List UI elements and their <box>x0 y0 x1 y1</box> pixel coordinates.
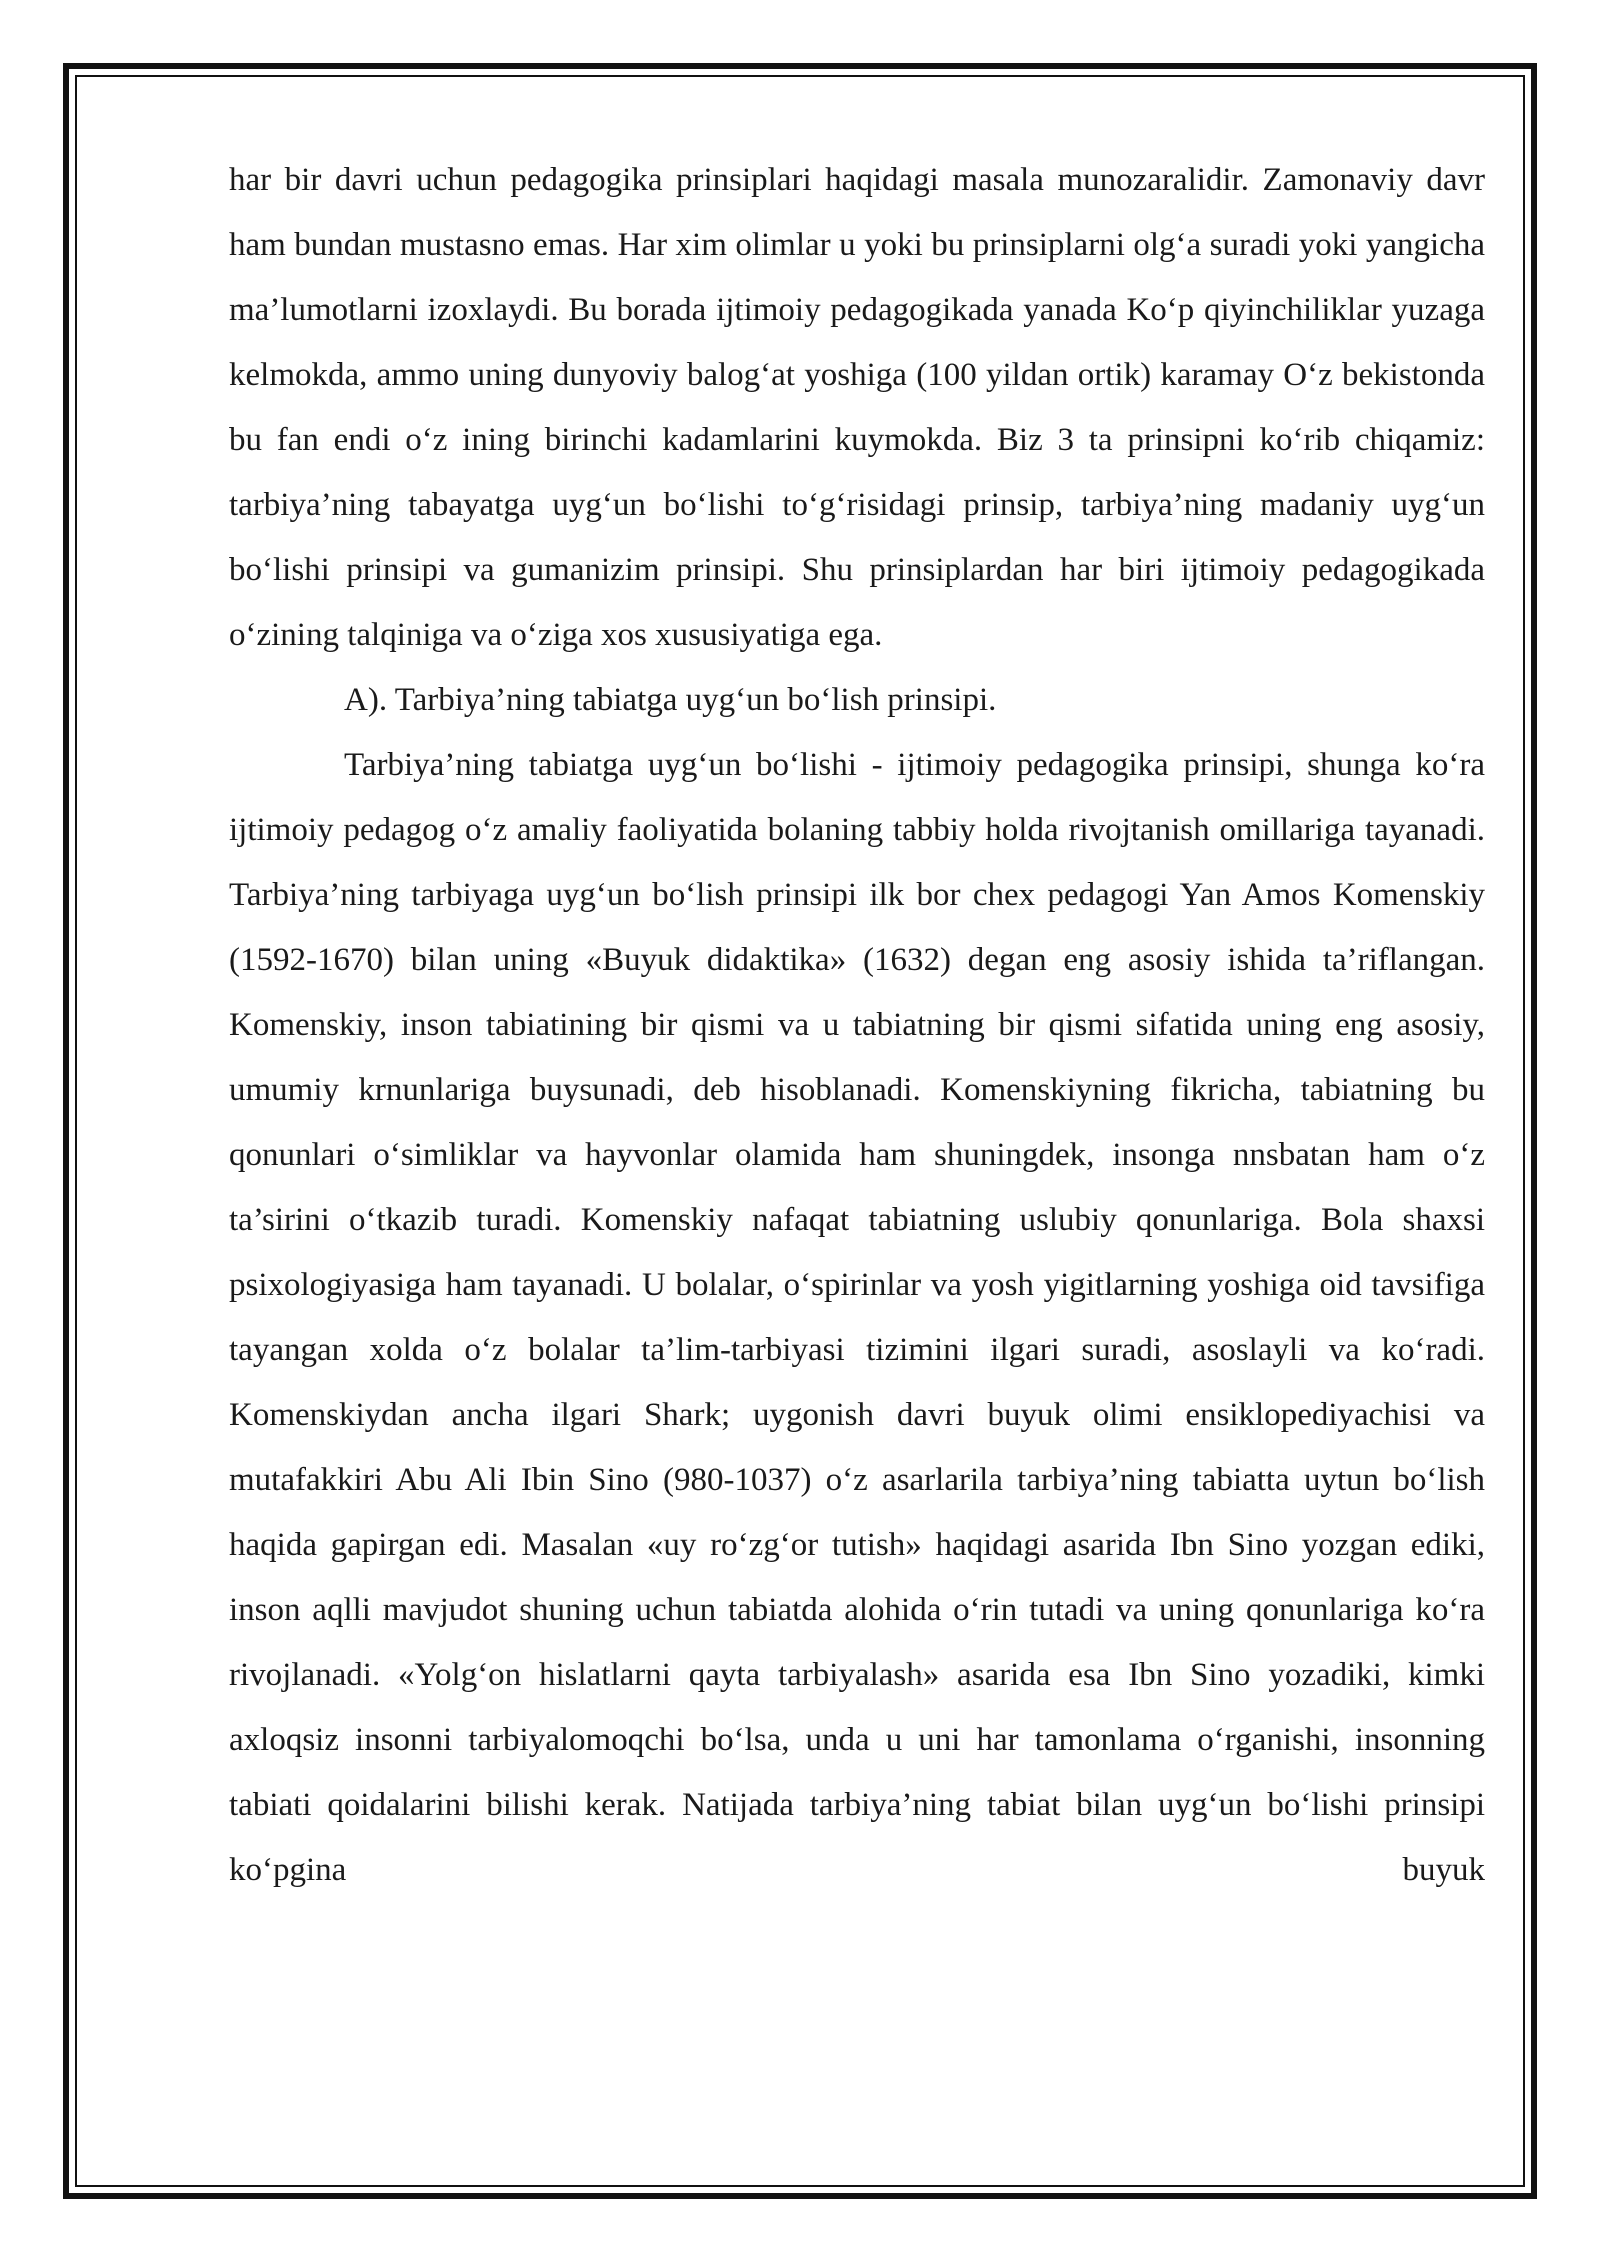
document-body <box>229 148 1485 1903</box>
paragraph-nature-principle: Tarbiya’ning tabiatga uyg‘un bo‘lishi - ijtimoiy pedagogika prinsipi, shunga ko‘ra ijtimoiy pedagog o‘z amaliy faoliyatida bolaning tabbiy holda rivojtanish omillariga tayanadi. Tarbiya’ning tarbiyaga uyg‘un bo‘lish prinsipi ilk bor chex pedagogi Yan Amos Komenskiy (1592-1670) bilan uning «Buyuk didaktika» (1632) degan eng asosiy ishida ta’riflangan. Komenskiy, inson tabiatining bir qismi va u tabiatning bir qismi sifatida uning eng asosiy, umumiy krnunlariga buysunadi, deb hisoblanadi. Komenskiyning fikricha, tabiatning bu qonunlari o‘simliklar va hayvonlar olamida ham shuningdek, insonga nnsbatan ham o‘z ta’sirini o‘tkazib turadi. Komenskiy nafaqat tabiatning uslubiy qonunlariga. Bola shaxsi psixologiyasiga ham tayanadi. U bolalar, o‘spirinlar va yosh yigitlarning yoshiga oid tavsifiga tayangan xolda o‘z bolalar ta’lim-tarbiyasi tizimini ilgari suradi, asoslayli va ko‘radi. Komenskiydan ancha ilgari Shark; uygonish davri buyuk olimi ensiklopediyachisi va mutafakkiri Abu Ali Ibin Sino (980-1037) o‘z asarlarila tarbiya’ning tabiatta uytun bo‘lish haqida gapirgan edi. Masalan «uy ro‘zg‘or tutish» haqidagi asarida Ibn Sino yozgan ediki, inson aqlli mavjudot shuning uchun tabiatda alohida o‘rin tutadi va uning qonunlariga ko‘ra rivojlanadi. «Yolg‘on hislatlarni qayta tarbiyalash» asarida esa Ibn Sino yozadiki, kimki axloqsiz insonni tarbiyalomoqchi bo‘lsa, unda u uni har tamonlama o‘rganishi, insonning tabiati qoidalarini bilishi kerak. Natijada tarbiya’ning tabiat bilan uyg‘un bo‘lishi prinsipi ko‘pgina buyuk <box>229 747 1485 1888</box>
section-heading: A). Tarbiya’ning tabiatga uyg‘un bo‘lish prinsipi. <box>344 682 997 718</box>
paragraph-intro: har bir davri uchun pedagogika prinsiplari haqidagi masala munozaralidir. Zamonaviy davr ham bundan mustasno emas. Har xim olimlar u yoki bu prinsiplarni olg‘a suradi yoki yangicha ma’lumotlarni izoxlaydi. Bu borada ijtimoiy pedagogikada yanada Ko‘p qiyinchiliklar yuzaga kelmokda, ammo uning dunyoviy balog‘at yoshiga (100 yildan ortik) karamay O‘z bekistonda bu fan endi o‘z ining birinchi kadamlarini kuymokda. Biz 3 ta prinsipni ko‘rib chiqamiz: tarbiya’ning tabayatga uyg‘un bo‘lishi to‘g‘risidagi prinsip, tarbiya’ning madaniy uyg‘un bo‘lishi prinsipi va gumanizim prinsipi. Shu prinsiplardan har biri ijtimoiy pedagogikada o‘zining talqiniga va o‘ziga xos xususiyatiga ega. <box>229 162 1485 653</box>
